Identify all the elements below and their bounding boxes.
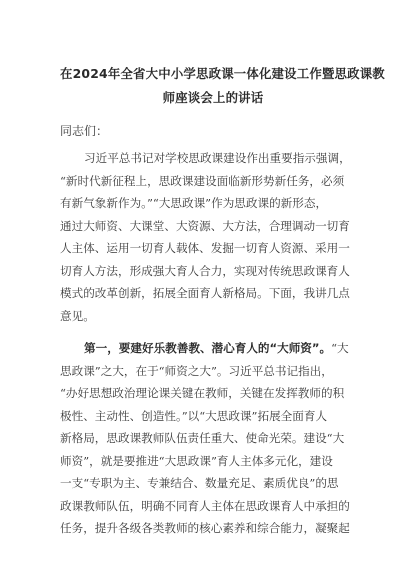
paragraph-line: 极性、主动性、创造性。”以“大思政课”拓展全面育人 [60,408,328,423]
paragraph-line [60,337,366,360]
paragraph-line: “新时代新征程上，思政课建设面临新形势新任务，必须 [60,173,345,188]
paragraph-line: 任务，提升各级各类教师的核心素养和综合能力，凝聚起 [60,521,350,535]
salutation: 同志们： [60,124,109,138]
paragraph-line: 政课教师队伍，明确不同育人主体在思政课育人中承担的 [60,498,350,513]
paragraph-line: 师资”，就是要推进“大思政课”育人主体多元化，建设 [60,453,333,468]
title-line-2: 师座谈会上的讲话 [162,90,264,105]
section-heading: 第一，要建好乐教善教、潜心育人的“大师资”。 [84,341,332,355]
title-line-1: 在2024年全省大中小学思政课一体化建设工作暨思政课教 [60,66,385,81]
paragraph-line: 意见。 [60,308,95,323]
paragraph-section-one [60,337,366,540]
section-heading-continuation: “大 [331,341,349,355]
paragraph-line: 人主体、运用一切育人载体、发掘一切育人资源、采用一 [60,241,350,255]
document-title [60,62,385,110]
paragraph-line: 切育人方法，形成强大育人合力，实现对传统思政课育人 [60,263,350,278]
paragraph-line: “办好思想政治理论课关键在教师，关键在发挥教师的积 [60,386,345,400]
paragraph-line: 思政课”之大，在于“师资之大”。习近平总书记指出， [60,363,333,378]
paragraph-line: 习近平总书记对学校思政课建设作出重要指示强调， [84,151,351,165]
paragraph-line: 一支“专职为主、专兼结合、数量充足、素质优良”的思 [60,476,339,490]
paragraph-line: 通过大师资、大课堂、大资源、大方法，合理调动一切育 [60,218,350,233]
paragraph-line: 新格局，思政课教师队伍责任重大、使命光荣。建设“大 [60,431,345,445]
paragraph-line: 有新气象新作为。”“大思政课”作为思政课的新形态， [60,196,328,210]
paragraph-line: 模式的改革创新，拓展全面育人新格局。下面，我讲几点 [60,286,350,300]
paragraph-intro [60,147,366,327]
